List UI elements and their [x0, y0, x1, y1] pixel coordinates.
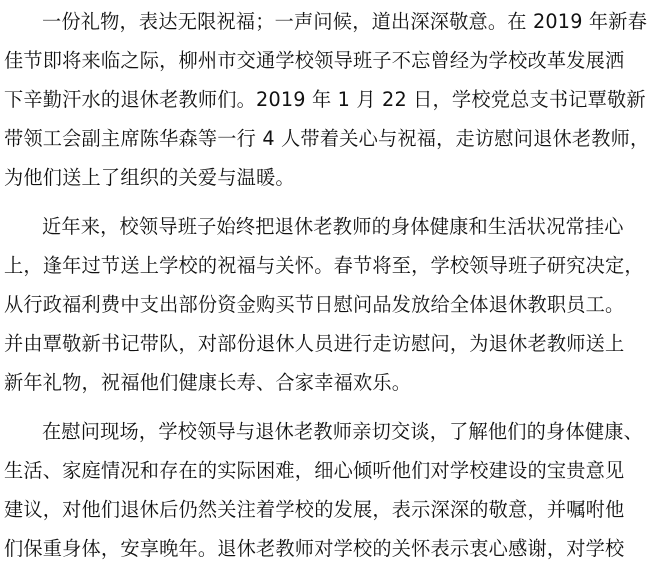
paragraph-1-line-3: 下辛勤汗水的退休老教师们。2019 年 1 月 22 日，学校党总支书记覃敬新: [4, 88, 646, 111]
paragraph-1-line-4: 带领工会副主席陈华森等一行 4 人带着关心与祝福，走访慰问退休老教师，: [4, 127, 650, 150]
paragraph-3-line-4: 们保重身体，安享晚年。退休老教师对学校的关怀表示衷心感谢，对学校: [4, 537, 625, 560]
paragraph-2-line-1: 近年来，校领导班子始终把退休老教师的身体健康和生活状况常挂心: [42, 215, 624, 238]
paragraph-3-line-2: 生活、家庭情况和存在的实际困难，细心倾听他们对学校建设的宝贵意见: [4, 459, 625, 482]
paragraph-3-line-3: 建议，对他们退休后仍然关注着学校的发展，表示深深的敬意，并嘱咐他: [4, 498, 625, 521]
paragraph-2-line-2: 上，逢年过节送上学校的祝福与关怀。春节将至，学校领导班子研究决定，: [4, 254, 644, 277]
paragraph-2-line-3: 从行政福利费中支出部份资金购买节日慰问品发放给全体退休教职员工。: [4, 293, 625, 316]
paragraph-1-line-5: 为他们送上了组织的关爱与温暖。: [4, 166, 295, 189]
paragraph-2-line-4: 并由覃敬新书记带队，对部份退休人员进行走访慰问，为退休老教师送上: [4, 332, 625, 355]
paragraph-1-line-2: 佳节即将来临之际，柳州市交通学校领导班子不忘曾经为学校改革发展洒: [4, 49, 625, 72]
paragraph-1-line-1: 一份礼物，表达无限祝福；一声问候，道出深深敬意。在 2019 年新春: [42, 10, 648, 33]
paragraph-3-line-1: 在慰问现场，学校领导与退休老教师亲切交谈，了解他们的身体健康、: [42, 420, 644, 443]
paragraph-2-line-5: 新年礼物，祝福他们健康长寿、合家幸福欢乐。: [4, 371, 412, 394]
